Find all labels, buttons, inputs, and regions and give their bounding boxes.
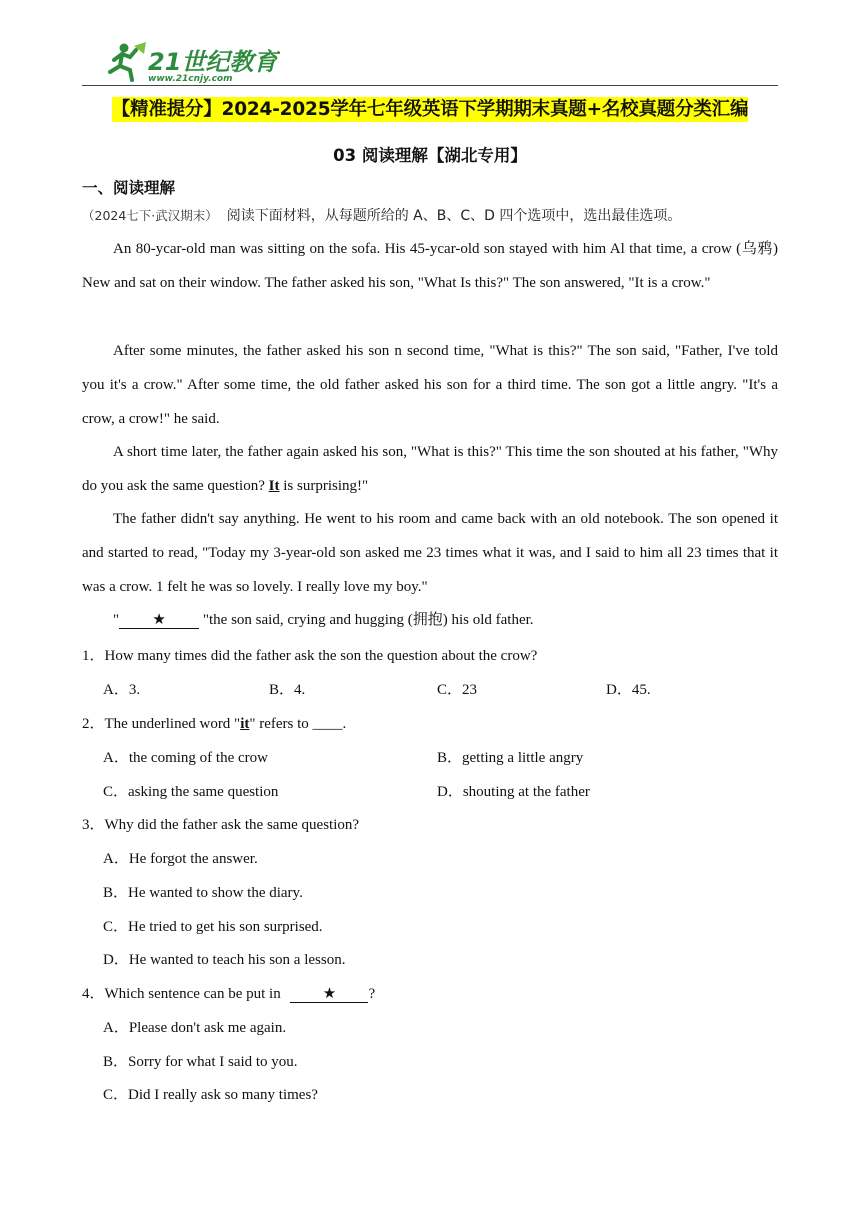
question-number: 2． (82, 716, 105, 732)
site-logo (100, 40, 280, 84)
question-3 (82, 808, 359, 842)
q3-option-c[interactable]: C．He tried to get his son surprised. (103, 919, 323, 935)
section-instruction (82, 205, 782, 227)
q4-option-a[interactable]: A．Please don't ask me again. (103, 1020, 287, 1036)
instruction-text: 阅读下面材料，从每题所给的 A、B、C、D 四个选项中，选出最佳选项。 (226, 208, 682, 224)
question-underlined-word: it (240, 716, 250, 732)
q2-option-c[interactable]: C．asking the same question (103, 784, 279, 800)
question-2 (82, 707, 346, 741)
p5-quote-open: " (113, 612, 120, 628)
q1-option-c[interactable]: C．23 (437, 682, 478, 698)
question-stem-before: The underlined word " (104, 716, 241, 732)
question-number: 3． (82, 817, 105, 833)
q1-option-b[interactable]: B．4. (269, 682, 306, 698)
q2-option-d[interactable]: D．shouting at the father (437, 784, 590, 800)
passage-paragraph-4: The father didn't say anything. He went to his room and came back with an old notebook. The son opened it and started to read, "Today my 3-year-old son asked me 23 times what it was, and I said to him all 23 times that it was a crow. 1 felt he was so lovely. I really love my boy." (82, 511, 778, 595)
question-stem-after: ? (368, 986, 376, 1002)
star-blank (119, 612, 199, 629)
q3-option-b[interactable]: B．He wanted to show the diary. (103, 885, 303, 901)
document-subtitle: 03 阅读理解【湖北专用】 (333, 146, 527, 165)
header-divider (82, 85, 778, 86)
question-1 (82, 639, 537, 673)
passage-paragraph-5 (82, 604, 778, 638)
section-heading: 一、阅读理解 (82, 179, 176, 197)
question-4 (82, 977, 375, 1011)
question-number: 1． (82, 648, 105, 664)
q3-option-d[interactable]: D．He wanted to teach his son a lesson. (103, 952, 346, 968)
source-note: （2024七下·武汉期末） (82, 208, 218, 223)
p3-text-after: is surprising!" (279, 477, 369, 494)
q3-option-a[interactable]: A．He forgot the answer. (103, 851, 258, 867)
passage-paragraph-3 (82, 436, 778, 504)
p3-text-before: A short time later, the father again asked his son, "What is this?" This time the son shouted at his father, "Why do you ask the same question? (82, 444, 778, 494)
star-icon: ★ (152, 612, 166, 628)
question-stem-after: " refers to ____. (249, 716, 347, 732)
passage-paragraph-1: An 80-ycar-old man was sitting on the sofa. His 45-ycar-old son stayed with him Al that time, a crow (乌鸦) New and sat on their window. The father asked his son, "What Is this?" The son answered, "It is a crow." (82, 241, 778, 291)
page-header (100, 40, 780, 88)
star-blank (290, 986, 368, 1003)
question-number: 4． (82, 986, 105, 1002)
question-stem: How many times did the father ask the son the question about the crow? (104, 648, 538, 664)
p5-text-after: "the son said, crying and hugging (拥抱) his old father. (199, 612, 534, 628)
logo-url: www.21cnjy.com (148, 74, 233, 84)
q4-option-c[interactable]: C．Did I really ask so many times? (103, 1087, 318, 1103)
q1-option-a[interactable]: A．3. (103, 682, 141, 698)
q4-option-b[interactable]: B．Sorry for what I said to you. (103, 1054, 298, 1070)
q2-option-b[interactable]: B．getting a little angry (437, 750, 584, 766)
title-highlight: 【精准提分】2024-2025学年七年级英语下学期期末真题+名校真题分类汇编 (111, 99, 749, 120)
document-title (82, 94, 778, 126)
q2-option-a[interactable]: A．the coming of the crow (103, 750, 268, 766)
logo-wordmark: 21世纪教育 (148, 48, 278, 76)
question-stem-before: Which sentence can be put in (104, 986, 285, 1002)
star-icon: ★ (322, 986, 337, 1002)
passage-paragraph-2: After some minutes, the father asked his son n second time, "What is this?" The son said, "Father, I've told you it's a crow." After some time, the old father asked his son for a third time. The son got a little angry. "It's a crow, a crow!" he said. (82, 343, 778, 427)
underlined-word-it: It (268, 477, 280, 494)
question-stem: Why did the father ask the same question? (104, 817, 360, 833)
q1-option-d[interactable]: D．45. (606, 682, 651, 698)
